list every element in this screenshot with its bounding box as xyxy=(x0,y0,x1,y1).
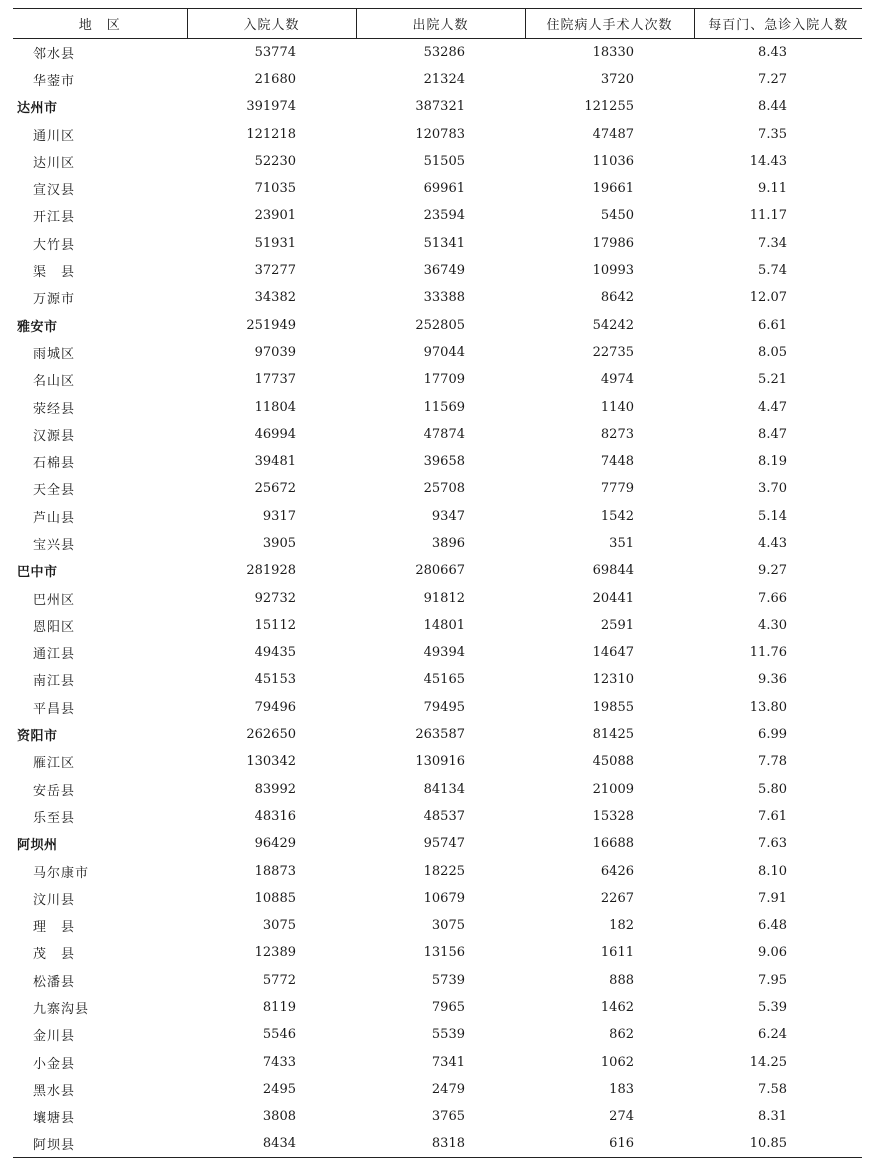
table-row xyxy=(13,748,862,775)
region-name: 渠 县 xyxy=(33,265,76,281)
surgery-count: 183 xyxy=(609,1081,634,1097)
hospital-admissions-table xyxy=(13,8,862,1158)
surgery-count: 81425 xyxy=(592,727,634,743)
admitted-count: 130342 xyxy=(246,754,296,770)
admission-rate: 11.17 xyxy=(749,208,787,224)
region-name: 九寨沟县 xyxy=(33,1002,90,1018)
region-name: 平昌县 xyxy=(33,701,76,717)
region-name: 华蓥市 xyxy=(33,73,76,89)
discharged-count: 97044 xyxy=(423,344,465,360)
admitted-count: 52230 xyxy=(254,153,296,169)
admitted-count: 5546 xyxy=(262,1027,296,1043)
table-row xyxy=(13,1048,862,1075)
discharged-count: 51341 xyxy=(423,235,465,251)
admitted-count: 281928 xyxy=(246,563,296,579)
discharged-count: 252805 xyxy=(415,317,465,333)
table-row xyxy=(13,1103,862,1130)
surgery-count: 616 xyxy=(525,1130,694,1157)
surgery-count: 274 xyxy=(609,1109,634,1125)
admitted-count: 25672 xyxy=(254,481,296,497)
discharged-count: 8318 xyxy=(356,1130,525,1157)
admitted-count: 262650 xyxy=(246,727,296,743)
surgery-count: 5450 xyxy=(600,208,634,224)
region-name: 南江县 xyxy=(33,674,76,690)
discharged-count: 47874 xyxy=(423,426,465,442)
surgery-count: 19855 xyxy=(592,699,634,715)
region-name: 雁江区 xyxy=(33,756,76,772)
region-name: 金川县 xyxy=(33,1029,76,1045)
admitted-count: 2495 xyxy=(262,1081,296,1097)
admission-rate: 8.44 xyxy=(758,99,787,115)
region-name: 大竹县 xyxy=(33,237,76,253)
discharged-count: 23594 xyxy=(423,208,465,224)
table-row-city xyxy=(13,311,862,338)
table-row xyxy=(13,639,862,666)
admission-rate: 7.34 xyxy=(758,235,787,251)
surgery-count: 1140 xyxy=(600,399,634,415)
discharged-count: 53286 xyxy=(423,44,465,60)
admission-rate: 10.85 xyxy=(694,1130,862,1157)
table-row xyxy=(13,148,862,175)
discharged-count: 7965 xyxy=(431,1000,465,1016)
admitted-count: 3905 xyxy=(262,535,296,551)
header-admission-rate: 每百门、急诊入院人数 xyxy=(694,9,862,39)
table-row xyxy=(13,257,862,284)
table-body xyxy=(13,39,862,1158)
region-name: 资阳市 xyxy=(17,729,58,745)
region-name: 马尔康市 xyxy=(33,865,90,881)
region-name: 万源市 xyxy=(33,292,76,308)
region-name: 安岳县 xyxy=(33,783,76,799)
table-row xyxy=(13,120,862,147)
surgery-count: 888 xyxy=(609,972,634,988)
table-row-city xyxy=(13,721,862,748)
region-name: 天全县 xyxy=(33,483,76,499)
discharged-count: 3075 xyxy=(431,918,465,934)
table-row xyxy=(13,66,862,93)
discharged-count: 51505 xyxy=(423,153,465,169)
admission-rate: 8.43 xyxy=(758,44,787,60)
table-row-city xyxy=(13,830,862,857)
surgery-count: 45088 xyxy=(592,754,634,770)
region-name: 达川区 xyxy=(33,155,76,171)
admitted-count: 121218 xyxy=(246,126,296,142)
table-row xyxy=(13,1130,862,1157)
region-name: 汶川县 xyxy=(33,892,76,908)
table-row xyxy=(13,694,862,721)
region-name: 理 县 xyxy=(33,920,76,936)
discharged-count: 39658 xyxy=(423,454,465,470)
admission-rate: 9.27 xyxy=(758,563,787,579)
admitted-count: 39481 xyxy=(254,454,296,470)
surgery-count: 3720 xyxy=(600,71,634,87)
region-name: 宝兴县 xyxy=(33,537,76,553)
table-row xyxy=(13,448,862,475)
admission-rate: 4.43 xyxy=(758,535,787,551)
surgery-count: 8273 xyxy=(600,426,634,442)
admission-rate: 5.21 xyxy=(758,372,787,388)
admitted-count: 8119 xyxy=(262,1000,296,1016)
admitted-count: 71035 xyxy=(254,181,296,197)
table-row-city xyxy=(13,557,862,584)
header-surgeries: 住院病人手术人次数 xyxy=(525,9,694,39)
region-name: 茂 县 xyxy=(33,947,76,963)
discharged-count: 49394 xyxy=(423,645,465,661)
surgery-count: 15328 xyxy=(592,808,634,824)
admitted-count: 23901 xyxy=(254,208,296,224)
table-row xyxy=(13,475,862,502)
discharged-count: 69961 xyxy=(423,181,465,197)
discharged-count: 95747 xyxy=(423,836,465,852)
region-name: 邻水县 xyxy=(33,46,76,62)
admission-rate: 12.07 xyxy=(749,290,787,306)
table-row xyxy=(13,503,862,530)
surgery-count: 6426 xyxy=(600,863,634,879)
admitted-count: 83992 xyxy=(254,781,296,797)
statistics-table-container xyxy=(13,8,862,1158)
table-row xyxy=(13,776,862,803)
admission-rate: 6.99 xyxy=(758,727,787,743)
discharged-count: 21324 xyxy=(423,71,465,87)
discharged-count: 18225 xyxy=(423,863,465,879)
discharged-count: 5539 xyxy=(431,1027,465,1043)
discharged-count: 130916 xyxy=(415,754,465,770)
table-row xyxy=(13,967,862,994)
admission-rate: 5.74 xyxy=(758,263,787,279)
discharged-count: 36749 xyxy=(423,263,465,279)
admission-rate: 11.76 xyxy=(749,645,787,661)
region-name: 阿坝州 xyxy=(17,838,58,854)
table-header xyxy=(13,9,862,39)
surgery-count: 7779 xyxy=(600,481,634,497)
surgery-count: 182 xyxy=(609,918,634,934)
admission-rate: 7.61 xyxy=(758,808,787,824)
region-name: 通川区 xyxy=(33,128,76,144)
admission-rate: 5.39 xyxy=(758,1000,787,1016)
discharged-count: 48537 xyxy=(423,808,465,824)
admitted-count: 79496 xyxy=(254,699,296,715)
surgery-count: 19661 xyxy=(592,181,634,197)
admission-rate: 6.48 xyxy=(758,918,787,934)
admitted-count: 10885 xyxy=(254,890,296,906)
header-discharged: 出院人数 xyxy=(356,9,525,39)
discharged-count: 3765 xyxy=(431,1109,465,1125)
table-row xyxy=(13,202,862,229)
surgery-count: 2591 xyxy=(600,617,634,633)
admitted-count: 37277 xyxy=(254,263,296,279)
admission-rate: 4.47 xyxy=(758,399,787,415)
discharged-count: 9347 xyxy=(431,508,465,524)
surgery-count: 14647 xyxy=(592,645,634,661)
admitted-count: 12389 xyxy=(254,945,296,961)
admitted-count: 18873 xyxy=(254,863,296,879)
discharged-count: 84134 xyxy=(423,781,465,797)
surgery-count: 10993 xyxy=(592,263,634,279)
admitted-count: 96429 xyxy=(254,836,296,852)
discharged-count: 79495 xyxy=(423,699,465,715)
admission-rate: 7.27 xyxy=(758,71,787,87)
discharged-count: 11569 xyxy=(423,399,465,415)
region-name: 汉源县 xyxy=(33,428,76,444)
admitted-count: 46994 xyxy=(254,426,296,442)
surgery-count: 20441 xyxy=(592,590,634,606)
discharged-count: 13156 xyxy=(423,945,465,961)
discharged-count: 263587 xyxy=(415,727,465,743)
surgery-count: 862 xyxy=(609,1027,634,1043)
region-name: 巴州区 xyxy=(33,592,76,608)
admitted-count: 8434 xyxy=(187,1130,356,1157)
admission-rate: 7.78 xyxy=(758,754,787,770)
surgery-count: 21009 xyxy=(592,781,634,797)
admission-rate: 7.95 xyxy=(758,972,787,988)
admission-rate: 9.11 xyxy=(758,181,787,197)
admission-rate: 6.24 xyxy=(758,1027,787,1043)
table-row xyxy=(13,1076,862,1103)
region-name: 通江县 xyxy=(33,647,76,663)
region-name: 雨城区 xyxy=(33,346,76,362)
admitted-count: 92732 xyxy=(254,590,296,606)
admission-rate: 7.63 xyxy=(758,836,787,852)
admission-rate: 14.43 xyxy=(749,153,787,169)
table-row xyxy=(13,612,862,639)
admission-rate: 9.36 xyxy=(758,672,787,688)
discharged-count: 7341 xyxy=(431,1054,465,1070)
table-row xyxy=(13,1021,862,1048)
header-row xyxy=(13,9,862,39)
discharged-count: 280667 xyxy=(415,563,465,579)
admitted-count: 21680 xyxy=(254,71,296,87)
surgery-count: 22735 xyxy=(592,344,634,360)
admitted-count: 17737 xyxy=(254,372,296,388)
region-name: 乐至县 xyxy=(33,810,76,826)
table-row xyxy=(13,666,862,693)
surgery-count: 47487 xyxy=(592,126,634,142)
surgery-count: 7448 xyxy=(600,454,634,470)
discharged-count: 3896 xyxy=(431,535,465,551)
surgery-count: 1611 xyxy=(600,945,634,961)
table-row-city xyxy=(13,93,862,120)
admission-rate: 5.14 xyxy=(758,508,787,524)
admitted-count: 7433 xyxy=(262,1054,296,1070)
admission-rate: 8.31 xyxy=(758,1109,787,1125)
discharged-count: 120783 xyxy=(415,126,465,142)
admission-rate: 7.58 xyxy=(758,1081,787,1097)
table-row xyxy=(13,393,862,420)
table-row xyxy=(13,912,862,939)
table-row xyxy=(13,284,862,311)
surgery-count: 17986 xyxy=(592,235,634,251)
region-name: 小金县 xyxy=(33,1056,76,1072)
admission-rate: 7.91 xyxy=(758,890,787,906)
admission-rate: 4.30 xyxy=(758,617,787,633)
admission-rate: 9.06 xyxy=(758,945,787,961)
discharged-count: 91812 xyxy=(423,590,465,606)
region-name: 荥经县 xyxy=(33,401,76,417)
admitted-count: 251949 xyxy=(246,317,296,333)
table-row xyxy=(13,885,862,912)
surgery-count: 351 xyxy=(609,535,634,551)
region-name: 达州市 xyxy=(17,101,58,117)
region-name: 雅安市 xyxy=(17,319,58,335)
region-name: 芦山县 xyxy=(33,510,76,526)
table-row xyxy=(13,366,862,393)
table-row xyxy=(13,584,862,611)
table-row xyxy=(13,803,862,830)
table-row xyxy=(13,939,862,966)
discharged-count: 10679 xyxy=(423,890,465,906)
region-name: 名山区 xyxy=(33,374,76,390)
discharged-count: 2479 xyxy=(431,1081,465,1097)
admitted-count: 51931 xyxy=(254,235,296,251)
admission-rate: 6.61 xyxy=(758,317,787,333)
header-admitted: 入院人数 xyxy=(187,9,356,39)
table-row xyxy=(13,230,862,257)
surgery-count: 18330 xyxy=(592,44,634,60)
admitted-count: 3075 xyxy=(262,918,296,934)
discharged-count: 5739 xyxy=(431,972,465,988)
header-region: 地 区 xyxy=(13,9,187,39)
discharged-count: 14801 xyxy=(423,617,465,633)
admitted-count: 9317 xyxy=(262,508,296,524)
region-name: 宣汉县 xyxy=(33,183,76,199)
discharged-count: 25708 xyxy=(423,481,465,497)
admission-rate: 8.05 xyxy=(758,344,787,360)
surgery-count: 4974 xyxy=(600,372,634,388)
table-row xyxy=(13,857,862,884)
region-name: 巴中市 xyxy=(17,565,58,581)
admission-rate: 7.66 xyxy=(758,590,787,606)
admitted-count: 15112 xyxy=(254,617,296,633)
admitted-count: 391974 xyxy=(246,99,296,115)
surgery-count: 12310 xyxy=(592,672,634,688)
surgery-count: 16688 xyxy=(592,836,634,852)
table-row xyxy=(13,175,862,202)
region-name: 松潘县 xyxy=(33,974,76,990)
surgery-count: 121255 xyxy=(584,99,634,115)
table-row xyxy=(13,530,862,557)
surgery-count: 1542 xyxy=(600,508,634,524)
region-name: 壤塘县 xyxy=(33,1111,76,1127)
discharged-count: 387321 xyxy=(415,99,465,115)
table-row xyxy=(13,39,862,66)
region-name: 阿坝县 xyxy=(13,1130,187,1157)
admitted-count: 34382 xyxy=(254,290,296,306)
admitted-count: 49435 xyxy=(254,645,296,661)
table-row xyxy=(13,421,862,448)
region-name: 恩阳区 xyxy=(33,619,76,635)
admitted-count: 5772 xyxy=(262,972,296,988)
admission-rate: 8.19 xyxy=(758,454,787,470)
admitted-count: 97039 xyxy=(254,344,296,360)
admission-rate: 5.80 xyxy=(758,781,787,797)
admitted-count: 45153 xyxy=(254,672,296,688)
admission-rate: 7.35 xyxy=(758,126,787,142)
surgery-count: 2267 xyxy=(600,890,634,906)
region-name: 黑水县 xyxy=(33,1083,76,1099)
surgery-count: 1462 xyxy=(600,1000,634,1016)
discharged-count: 17709 xyxy=(423,372,465,388)
surgery-count: 11036 xyxy=(592,153,634,169)
surgery-count: 8642 xyxy=(600,290,634,306)
surgery-count: 1062 xyxy=(600,1054,634,1070)
surgery-count: 54242 xyxy=(592,317,634,333)
admission-rate: 8.10 xyxy=(758,863,787,879)
admission-rate: 14.25 xyxy=(749,1054,787,1070)
surgery-count: 69844 xyxy=(592,563,634,579)
admitted-count: 11804 xyxy=(254,399,296,415)
region-name: 石棉县 xyxy=(33,456,76,472)
admitted-count: 48316 xyxy=(254,808,296,824)
admission-rate: 3.70 xyxy=(758,481,787,497)
discharged-count: 33388 xyxy=(423,290,465,306)
discharged-count: 45165 xyxy=(423,672,465,688)
region-name: 开江县 xyxy=(33,210,76,226)
table-row xyxy=(13,994,862,1021)
admitted-count: 3808 xyxy=(262,1109,296,1125)
admission-rate: 13.80 xyxy=(749,699,787,715)
admission-rate: 8.47 xyxy=(758,426,787,442)
admitted-count: 53774 xyxy=(254,44,296,60)
table-row xyxy=(13,339,862,366)
